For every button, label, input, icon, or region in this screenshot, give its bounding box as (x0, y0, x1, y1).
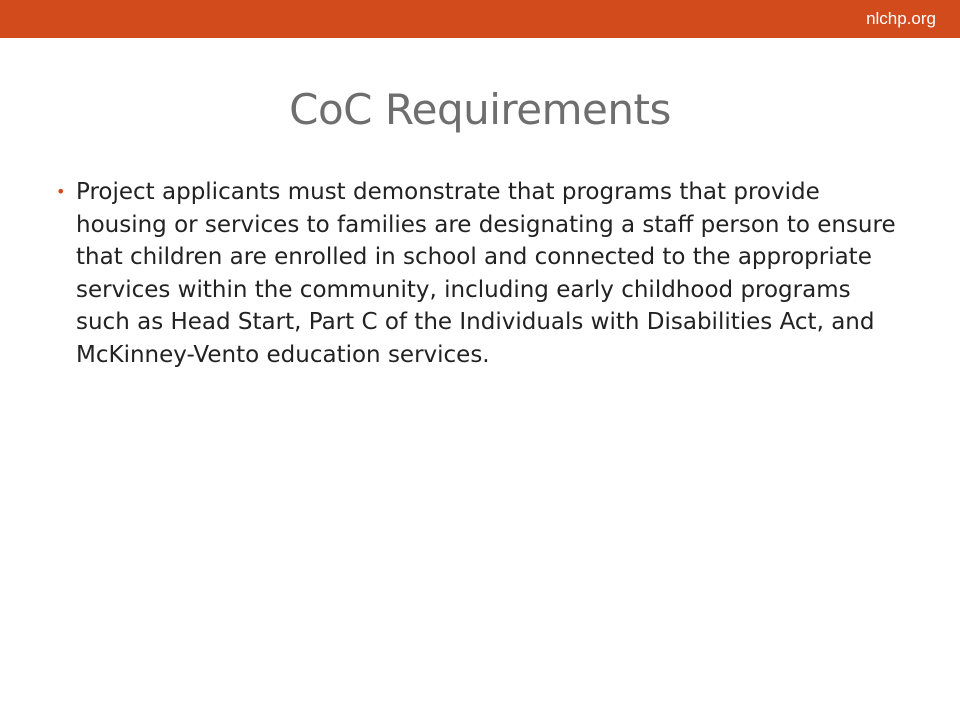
bullet-icon: • (56, 182, 66, 201)
bullet-item (56, 176, 896, 371)
site-url: nlchp.org (866, 9, 936, 28)
slide-title: CoC Requirements (289, 85, 671, 134)
header-bar (0, 0, 960, 38)
bullet-text: Project applicants must demonstrate that programs that provide housing or services to families are designating a staff person to ensure that children are enrolled in school and connected to the appropriate services within the community, including early childhood programs such as Head Start, Part C of the Individuals with Disabilities Act, and McKinney-Vento education services. (76, 179, 896, 368)
bullet-list (56, 176, 896, 371)
